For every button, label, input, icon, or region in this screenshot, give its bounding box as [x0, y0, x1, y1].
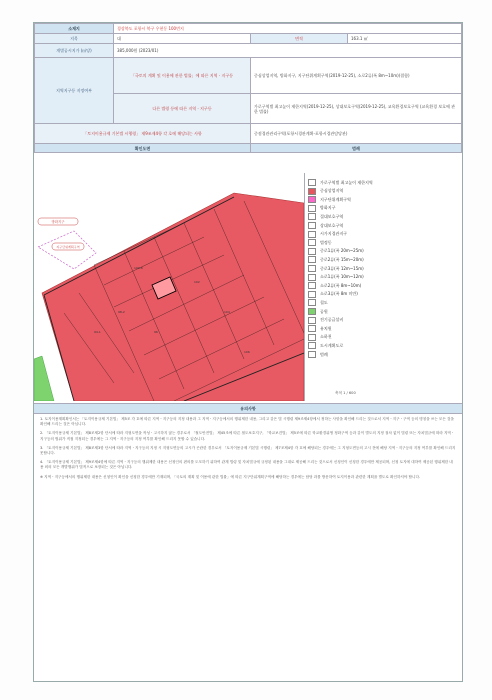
- legend-label: 지구단위계획구역: [320, 196, 351, 202]
- svg-text:106: 106: [244, 350, 250, 354]
- legend-item: [308, 205, 335, 212]
- svg-text:98-2: 98-2: [118, 310, 125, 314]
- legend-label: 시가지경관지구: [320, 231, 348, 237]
- legend-swatch: [308, 308, 316, 315]
- legend-item: [308, 196, 351, 203]
- price-value: 385,000원 (2023/01): [114, 44, 462, 58]
- zoning-section-label: 지역지구등 지정여부: [35, 58, 114, 124]
- legend-item: [308, 179, 373, 186]
- notes-title: 유의사항: [34, 403, 462, 414]
- legend-label: 중로3류(폭 12m~15m): [320, 265, 364, 271]
- legend-swatch: [308, 265, 316, 272]
- location-value: 경상북도 포항시 북구 우현동 100번지: [114, 24, 462, 34]
- notes-list: [40, 417, 456, 484]
- svg-text:100-8: 100-8: [134, 266, 143, 270]
- area-value: 163.1 ㎡: [348, 34, 462, 44]
- legend-swatch: [308, 317, 316, 324]
- legend-swatch: [308, 196, 316, 203]
- note-item: 4. 「토지이용규제 기본법」 제9조제4항에 따른 지역ㆍ지구등의 행위제한 내용은 신청인의 편의를 도모하기 위하여 관계 법령 및 자치법규에 규정된 내용을 그대로 제공해 드리는 것으로서 신청인이 신청한 경우에만 제공되며, 신청 토지에 대하여 제공된 행위제한 내용 외의 모든 개발행위가 법적으로 보장되는 것은 아닙니다.: [40, 460, 453, 470]
- legend-item: [308, 239, 332, 246]
- legend-item: [308, 334, 332, 341]
- legend-item: [308, 213, 343, 220]
- legend-swatch: [308, 239, 316, 246]
- svg-text:94-1: 94-1: [94, 330, 101, 334]
- jimok-value: 대: [114, 34, 251, 44]
- map-scale: 축척 1 / 600: [335, 391, 356, 395]
- legend-swatch: [308, 231, 316, 238]
- svg-text:102: 102: [194, 280, 200, 284]
- legend-swatch: [308, 256, 316, 263]
- price-label: 개별공시지가 (㎡당): [35, 44, 114, 58]
- commercial-zone: [42, 193, 304, 401]
- legend-label: 소로3류(폭 8m 미만): [320, 291, 358, 297]
- legend-label: 도시계획도로: [320, 342, 344, 348]
- legend-item: [308, 274, 364, 281]
- legend-label: 소로1류(폭 10m~12m): [320, 274, 364, 280]
- zoning-row2-label: 다른 법령 등에 따른 지역ㆍ지구등: [114, 94, 251, 124]
- legend-label: 소로2류(폭 8m~10m): [320, 282, 362, 288]
- legend-label: 철도: [320, 299, 328, 305]
- land-use-certificate: [33, 22, 463, 682]
- zoning-row1-value: 중심상업지역, 방화지구, 지구단위계획구역(2019-12-25), 소로2류(폭 8m~10m)(접함): [251, 58, 462, 94]
- legend-label: 중로2류(폭 15m~20m): [320, 256, 364, 262]
- legend-swatch: [308, 188, 316, 195]
- legend-label: 가로구역별 최고높이 제한지역: [320, 179, 373, 185]
- legend-label: 범례: [320, 351, 328, 357]
- note-item: 1. 토지이용계획확인서는 「토지이용규제 기본법」 제5조 각 호에 따른 지역ㆍ지구등의 지정 내용과 그 지역ㆍ지구등에서의 행위제한 내용, 그리고 같은 법 시행령 제9조제4항에서 정하는 사항을 확인해 드리는 것으로서 지역ㆍ지구ㆍ구역 등의 명칭을 쓰는 모든 것을 확인해 드리는 것은 아닙니다.: [40, 417, 454, 427]
- zoning-row1-label: 「국토의 계획 및 이용에 관한 법률」에 따른 지역ㆍ지구등: [114, 58, 251, 94]
- legend-item: [308, 342, 343, 349]
- svg-text:96: 96: [154, 330, 158, 334]
- zoning-row3-label: 「토지이용규제 기본법 시행령」 제9조제4항 각 호에 해당되는 사항: [35, 124, 251, 144]
- legend-swatch: [308, 213, 316, 220]
- legend-swatch: [308, 179, 316, 186]
- legend-item: [308, 282, 361, 289]
- legend-item: [308, 188, 343, 195]
- map-label-badge: 지구단위계획구역: [56, 245, 80, 249]
- location-label: 소재지: [35, 24, 114, 34]
- zoning-row3-value: 중점경관관리구역(포항시경관계획-포항시경관담당관): [251, 124, 462, 144]
- area-label: 면적: [251, 34, 348, 44]
- legend-swatch: [308, 274, 316, 281]
- jimok-label: 지목: [35, 34, 114, 44]
- legend-swatch: [308, 282, 316, 289]
- legend-label: 중로1류(폭 20m~25m): [320, 248, 364, 254]
- legend-swatch: [308, 325, 316, 332]
- map-title: 확인도면: [35, 144, 251, 153]
- legend-item: [308, 308, 328, 315]
- note-item: 3. 「토지이용규제 기본법」 제8조제3항 단서에 따라 지역ㆍ지구등의 지정 시 지형도면등의 고시가 곤란한 경우로서 「토지이용규제 기본법 시행령」 제7조제4항 각 호에 해당되는 경우에는 그 지형도면등의 고시 전에 해당 지역ㆍ지구등의 지정 여부를 확인해 드리지 못합니다.: [40, 445, 456, 456]
- info-table: [34, 23, 462, 153]
- legend-swatch: [308, 205, 316, 212]
- legend-item: [308, 265, 364, 272]
- legend-swatch: [308, 351, 316, 358]
- legend-item: [308, 291, 358, 298]
- note-item: ※ 지역ㆍ지구등에서의 행위제한 내용은 신청인이 확인을 신청한 경우에만 기재되며, 「국토의 계획 및 이용에 관한 법률」에 따른 지구단위계획구역에 해당하는 경우에는 담당 과를 방문하여 토지이용과 관련한 계획을 별도로 확인하셔야 합니다.: [40, 474, 421, 479]
- legend-swatch: [308, 334, 316, 341]
- legend-swatch: [308, 248, 316, 255]
- legend-item: [308, 351, 328, 358]
- legend-label: 공원: [320, 308, 328, 314]
- legend-item: [308, 299, 328, 306]
- cadastral-map: [34, 173, 305, 401]
- map-drawing: [34, 173, 304, 401]
- legend-label: 절대보호구역: [320, 213, 344, 219]
- legend-label: 중심상업지역: [320, 188, 344, 194]
- legend-label: 소하천: [320, 334, 332, 340]
- legend-swatch: [308, 299, 316, 306]
- legend-label: 유치원: [320, 325, 332, 331]
- map-label-top: 방화지구: [51, 220, 65, 224]
- park-area: [34, 356, 54, 401]
- legend-item: [308, 317, 343, 324]
- zoning-row2-value: 가로구역별 최고높이 제한지역(2019-12-25), 상대보호구역(2019-12-25), 교육환경보호구역 (교육환경 보호에 관한 법률): [251, 94, 462, 124]
- legend-swatch: [308, 222, 316, 229]
- svg-text:104: 104: [224, 310, 230, 314]
- legend: [304, 173, 462, 401]
- legend-swatch: [308, 291, 316, 298]
- legend-item: [308, 248, 364, 255]
- note-item: 2. 「토지이용규제 기본법」 제8조제2항 단서에 따라 지형도면을 작성ㆍ고시하지 않는 경우로서 「철도안전법」 제45조에 따른 철도보호지구, 「학교보건법」 제5조에 따른 학교환경위생 정화구역 등과 같이 별도의 지정 절차 없이 법령 또는 자치법규에 따라 지역ㆍ지구등의 범위가 직접 지정되는 경우에는 그 지역ㆍ지구등의 지정 여부를 확인해 드리지 못할 수 있습니다.: [40, 431, 455, 441]
- legend-label: 법정동: [320, 239, 332, 245]
- legend-item: [308, 231, 347, 238]
- legend-label: 방화지구: [320, 205, 336, 211]
- legend-label: 전기공급설비: [320, 317, 344, 323]
- legend-swatch: [308, 342, 316, 349]
- legend-item: [308, 325, 332, 332]
- legend-item: [308, 256, 364, 263]
- legend-item: [308, 222, 343, 229]
- legend-title: 범례: [251, 144, 462, 153]
- legend-label: 상대보호구역: [320, 222, 344, 228]
